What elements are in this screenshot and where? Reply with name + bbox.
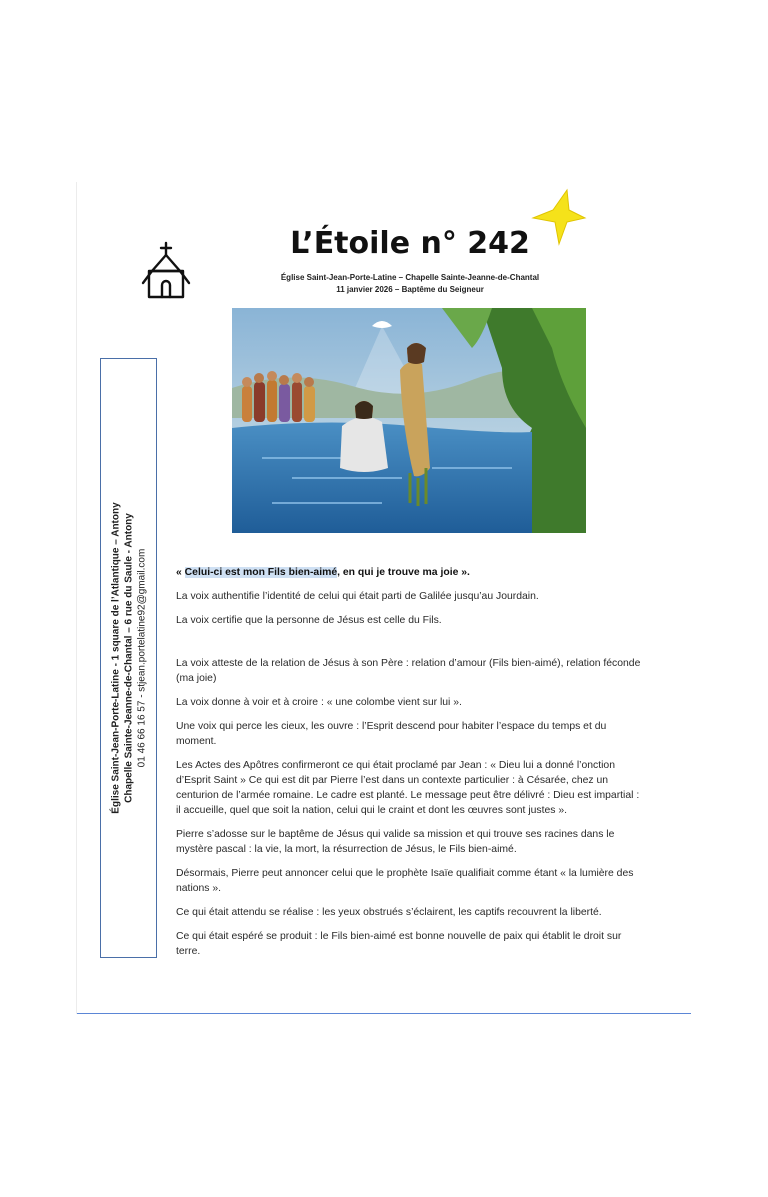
paragraph: La voix atteste de la relation de Jésus à son Père : relation d’amour (Fils bien-aimé), relation féconde (ma joie): [176, 658, 641, 684]
paragraph: Les Actes des Apôtres confirmeront ce qui était proclamé par Jean : « Dieu lui a donné l’onction d’Esprit Saint » Ce qui est dit par Pierre l’est dans un contexte particulier : à Césarée, chez un centurion de l’armée romaine. Le cadre est planté. Le message peut être délivré : Dieu est impartial : il accueille, quel que soit la nation, celui qui le craint et dont les œuvres sont justes ».: [176, 760, 640, 816]
homily-text: [176, 565, 646, 968]
quote-rest: , en qui je trouve ma joie ».: [337, 567, 470, 578]
opening-quote: [176, 565, 646, 580]
paragraph: La voix donne à voir et à croire : « une colombe vient sur lui ».: [176, 697, 462, 708]
paragraph: Désormais, Pierre peut annoncer celui que le prophète Isaïe qualifiait comme étant « la lumière des nations ».: [176, 868, 634, 894]
contact-sidebar-text: [109, 358, 148, 958]
paragraph: Ce qui était attendu se réalise : les yeux obstrués s’éclairent, les captifs recouvrent la liberté.: [176, 907, 602, 918]
church-icon: [140, 241, 192, 299]
contact-sidebar: [100, 358, 157, 958]
sidebar-address-church: Église Saint-Jean-Porte-Latine - 1 square de l’Atlantique – Antony: [110, 502, 121, 814]
paragraph: Pierre s’adosse sur le baptême de Jésus qui valide sa mission et qui trouve ses racines dans le mystère pascal : la vie, la mort, la résurrection de Jésus, le Fils bien-aimé.: [176, 829, 615, 855]
baptism-illustration: [232, 308, 586, 533]
sidebar-address-chapel: Chapelle Sainte-Jeanne-de-Chantal – 6 rue du Saule - Antony: [123, 513, 134, 803]
sidebar-contact: 01 46 66 16 57 - stjean.portelatine92@gmail.com: [136, 548, 147, 768]
subtitle-line-date: 11 janvier 2026 – Baptême du Seigneur: [336, 285, 484, 294]
page-title: L’Étoile n° 242: [290, 226, 530, 261]
page-subtitle: [200, 272, 620, 296]
paragraph-gap: [176, 637, 646, 656]
subtitle-line-parish: Église Saint-Jean-Porte-Latine – Chapelle Sainte-Jeanne-de-Chantal: [280, 273, 540, 282]
quote-open: «: [176, 567, 185, 578]
paragraph: Une voix qui perce les cieux, les ouvre : l’Esprit descend pour habiter l’espace du temps et du moment.: [176, 721, 607, 747]
paragraph: La voix certifie que la personne de Jésus est celle du Fils.: [176, 615, 442, 626]
paragraph: La voix authentifie l’identité de celui qui était parti de Galilée jusqu’au Jourdain.: [176, 591, 539, 602]
bottom-rule: [77, 1013, 691, 1014]
quote-highlight: Celui-ci est mon Fils bien-aimé: [184, 567, 338, 578]
paragraph: Ce qui était espéré se produit : le Fils bien-aimé est bonne nouvelle de paix qui établit le droit sur terre.: [176, 931, 622, 957]
